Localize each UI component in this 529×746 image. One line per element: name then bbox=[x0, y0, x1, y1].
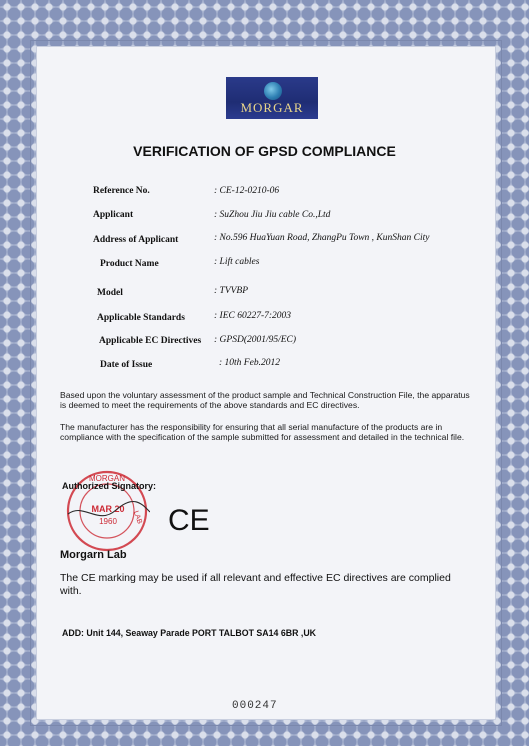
field-address-value: : No.596 HuaYuan Road, ZhangPu Town , KunShan City bbox=[214, 233, 430, 243]
field-applicant-label: Applicant bbox=[93, 210, 134, 220]
lab-name: Morgarn Lab bbox=[60, 549, 127, 561]
field-reference-value: : CE-12-0210-06 bbox=[214, 186, 280, 196]
globe-icon bbox=[264, 82, 282, 100]
stamp-top-text: MORGAN bbox=[89, 474, 125, 483]
field-directives-value: : GPSD(2001/95/EC) bbox=[214, 335, 297, 345]
stamp-year-text: 1960 bbox=[99, 517, 117, 526]
stamp-date-text: MAR 20 bbox=[91, 504, 125, 514]
responsibility-paragraph: The manufacturer has the responsibility for ensuring that all serial manufacture of the products are in compliance with the specification of the sample submitted for assessment and detailed in the technical file. bbox=[60, 422, 465, 443]
logo-text: MORGAR bbox=[240, 100, 304, 115]
field-standards-value: : IEC 60227-7:2003 bbox=[214, 311, 292, 321]
stamp-side-text: LAB bbox=[131, 510, 143, 525]
serial-number: 000247 bbox=[232, 700, 278, 712]
authorized-signatory-label: Authorized Signatory: bbox=[62, 481, 156, 491]
certificate-title: VERIFICATION OF GPSD COMPLIANCE bbox=[133, 143, 396, 159]
field-product-label: Product Name bbox=[100, 259, 159, 269]
morgan-logo bbox=[226, 77, 318, 119]
lab-address: ADD: Unit 144, Seaway Parade PORT TALBOT SA14 6BR ,UK bbox=[62, 628, 317, 638]
field-address-label: Address of Applicant bbox=[93, 235, 179, 245]
ce-marking-note: The CE marking may be used if all relevant and effective EC directives are complied with. bbox=[60, 572, 451, 597]
field-product-value: : Lift cables bbox=[214, 257, 260, 267]
ce-mark-text: CE bbox=[168, 504, 210, 533]
field-reference-label: Reference No. bbox=[93, 186, 150, 196]
field-date-value: : 10th Feb.2012 bbox=[219, 358, 280, 368]
assessment-paragraph: Based upon the voluntary assessment of the product sample and Technical Construction File, the apparatus is deemed to meet the requirements of the above standards and EC directives. bbox=[60, 390, 470, 411]
field-standards-label: Applicable Standards bbox=[97, 313, 185, 323]
field-date-label: Date of Issue bbox=[100, 360, 153, 370]
field-model-value: : TVVBP bbox=[214, 286, 249, 296]
field-applicant-value: : SuZhou Jiu Jiu cable Co.,Ltd bbox=[214, 210, 331, 220]
field-model-label: Model bbox=[97, 288, 123, 298]
ce-mark-icon bbox=[166, 503, 216, 533]
field-directives-label: Applicable EC Directives bbox=[99, 336, 202, 346]
